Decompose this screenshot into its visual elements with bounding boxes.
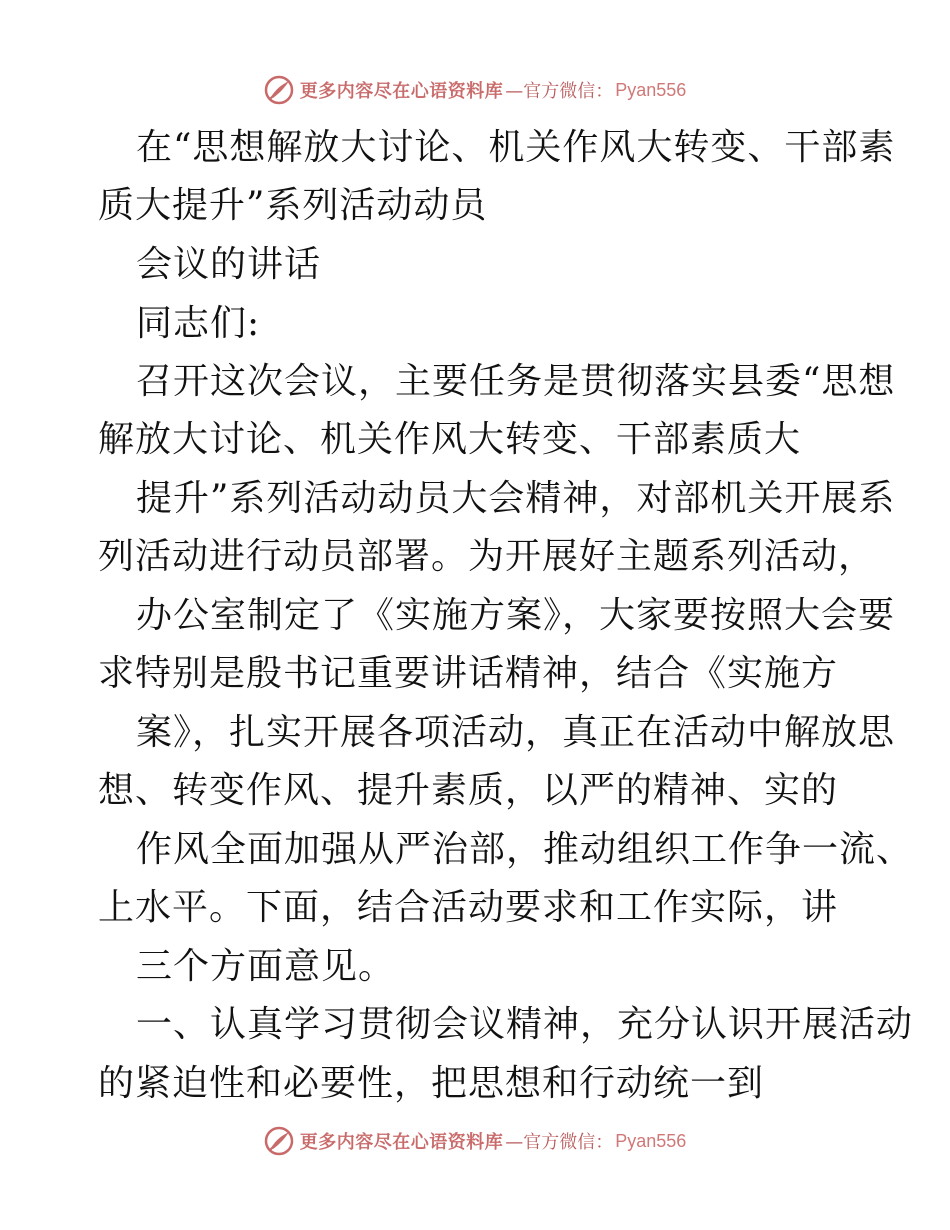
doc-line-14: 上水平。下面，结合活动要求和工作实际，讲 [98, 887, 839, 928]
doc-line-8: 列活动进行动员部署。为开展好主题系列活动， [98, 536, 876, 577]
doc-line-15: 三个方面意见。 [136, 946, 396, 987]
quill-logo-icon [264, 1126, 294, 1156]
doc-line-9: 办公室制定了《实施方案》，大家要按照大会要 [136, 595, 896, 636]
quill-logo-icon [264, 75, 294, 105]
doc-line-4: 同志们: [136, 303, 261, 344]
watermark-wechat-id: Pyan556 [615, 79, 687, 100]
watermark-site-text: 更多内容尽在心语资料库 [299, 81, 504, 102]
header-watermark [0, 70, 950, 110]
doc-line-13: 作风全面加强从严治部，推动组织工作争一流、 [136, 829, 914, 870]
doc-line-1: 在“思想解放大讨论、机关作风大转变、干部素 [136, 127, 896, 168]
doc-line-10: 求特别是殷书记重要讲话精神，结合《实施方 [98, 653, 839, 694]
watermark-wechat-id: Pyan556 [615, 1130, 687, 1151]
doc-line-2: 质大提升”系列活动动员 [98, 185, 488, 226]
doc-line-17: 的紧迫性和必要性，把思想和行动统一到 [98, 1063, 765, 1104]
watermark-official-text: —官方微信： [505, 1132, 614, 1153]
doc-line-16: 一、认真学习贯彻会议精神，充分认识开展活动 [136, 1004, 914, 1045]
watermark-site-text: 更多内容尽在心语资料库 [299, 1132, 504, 1153]
doc-line-7: 提升”系列活动动员大会精神，对部机关开展系 [136, 478, 896, 519]
doc-line-6: 解放大讨论、机关作风大转变、干部素质大 [98, 419, 802, 460]
doc-line-3: 会议的讲话 [136, 244, 322, 285]
doc-line-11: 案》，扎实开展各项活动，真正在活动中解放思 [136, 712, 896, 753]
watermark-official-text: —官方微信： [505, 81, 614, 102]
footer-watermark [0, 1121, 950, 1161]
doc-line-5: 召开这次会议，主要任务是贯彻落实县委“思想 [136, 361, 896, 402]
doc-line-12: 想、转变作风、提升素质，以严的精神、实的 [98, 770, 839, 811]
